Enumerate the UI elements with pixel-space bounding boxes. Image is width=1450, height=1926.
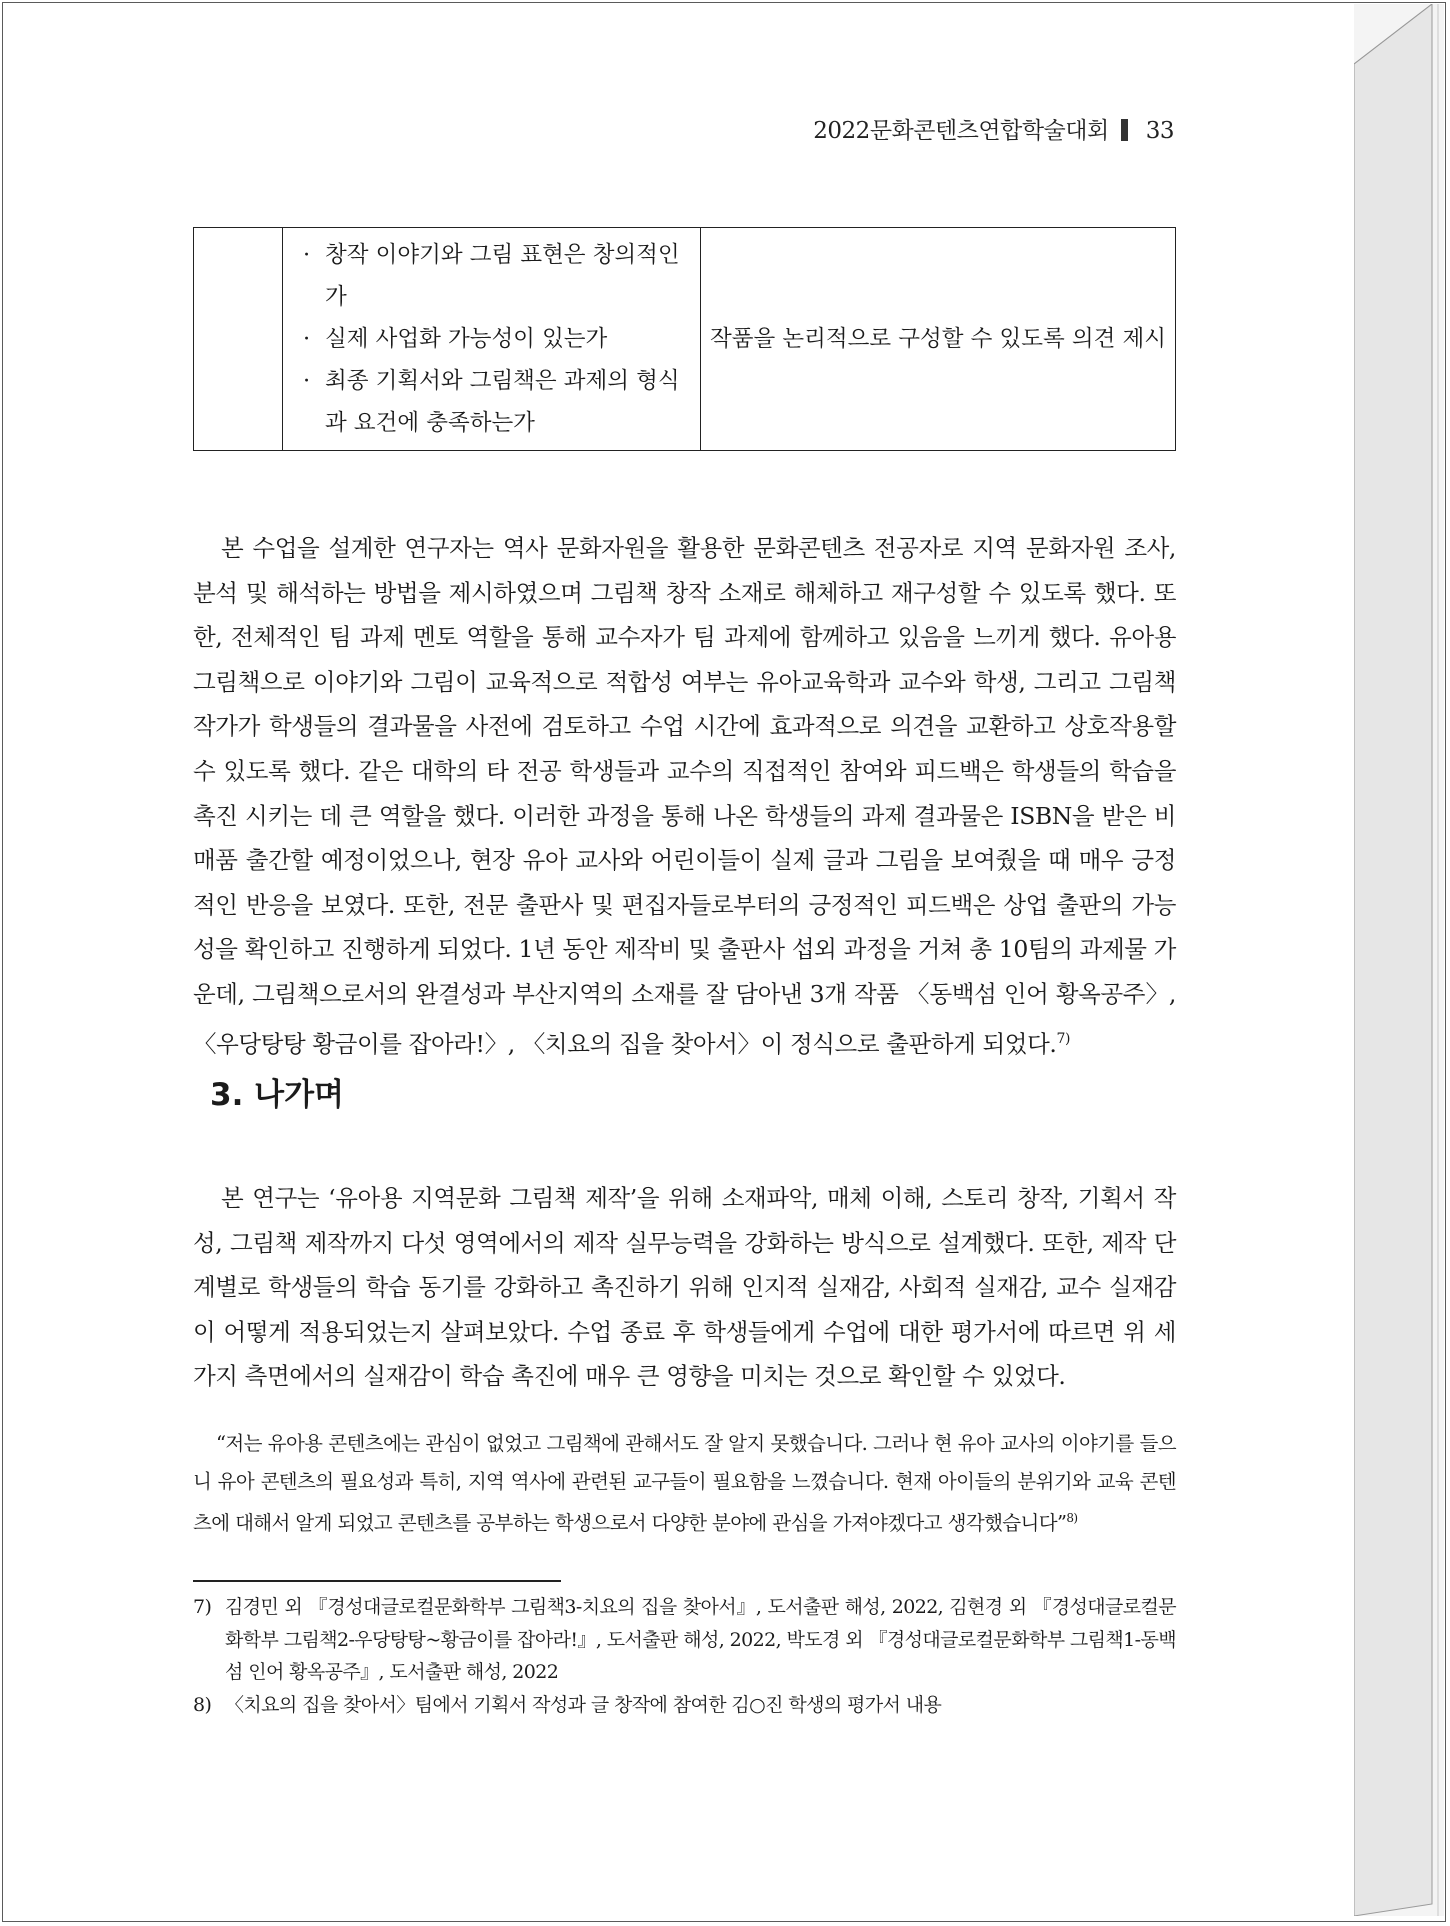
footnote-text: 〈치요의 집을 찾아서〉팀에서 기획서 작성과 글 창작에 참여한 김○진 학생의 평가서 내용 (225, 1693, 942, 1716)
criteria-item: · 실제 사업화 가능성이 있는가 (295, 318, 688, 360)
footnote-divider (193, 1580, 561, 1582)
criteria-item: · 창작 이야기와 그림 표현은 창의적인가 (295, 234, 688, 318)
footnotes (193, 1591, 1176, 1721)
footnote-item (193, 1689, 1176, 1722)
paragraph-text: 본 수업을 설계한 연구자는 역사 문화자원을 활용한 문화콘텐츠 전공자로 지역 문화자원 조사, 분석 및 해석하는 방법을 제시하였으며 그림책 창작 소재로 해체하고 재구성할 수 있도록 했다. 또한, 전체적인 팀 과제 멘토 역할을 통해 교수자가 팀 과제에 함께하고 있음을 느끼게 했다. 유아용 그림책으로 이야기와 그림이 교육적으로 적합성 여부는 유아교육학과 교수와 학생, 그리고 그림책 작가가 학생들의 결과물을 사전에 검토하고 수업 시간에 효과적으로 의견을 교환하고 상호작용할 수 있도록 했다. 같은 대학의 타 전공 학생들과 교수의 직접적인 참여와 피드백은 학생들의 학습을 촉진 시키는 데 큰 역할을 했다. 이러한 과정을 통해 나온 학생들의 과제 결과물은 ISBN을 받은 비매품 출간할 예정이었으나, 현장 유아 교사와 어린이들이 실제 글과 그림을 보여줬을 때 매우 긍정적인 반응을 보였다. 또한, 전문 출판사 및 편집자들로부터의 긍정적인 피드백은 상업 출판의 가능성을 확인하고 진행하게 되었다. 1년 동안 제작비 및 출판사 섭외 과정을 거쳐 총 10팀의 과제물 가운데, 그림책으로서의 완결성과 부산지역의 소재를 잘 담아낸 3개 작품 〈동백섬 인어 황옥공주〉, 〈우당탕탕 황금이를 잡아라!〉, 〈치요의 집을 찾아서〉이 정식으로 출판하게 되었다. (193, 534, 1176, 1058)
page-number: 33 (1145, 118, 1174, 144)
footnote-item (193, 1591, 1176, 1689)
footnote-number: 8) (193, 1693, 212, 1716)
document-page (4, 4, 1355, 1916)
body-paragraph-2 (193, 1176, 1176, 1399)
header-separator-bar (1121, 119, 1128, 141)
evaluation-table (193, 227, 1176, 451)
paragraph-text: 본 연구는 ‘유아용 지역문화 그림책 제작’을 위해 소재파악, 매체 이해, 스토리 창작, 기획서 작성, 그림책 제작까지 다섯 영역에서의 제작 실무능력을 강화하는 방식으로 설계했다. 또한, 제작 단계별로 학생들의 학습 동기를 강화하고 촉진하기 위해 인지적 실재감, 사회적 실재감, 교수 실재감이 어떻게 적용되었는지 살펴보았다. 수업 종료 후 학생들에게 수업에 대한 평가서에 따르면 위 세 가지 측면에서의 실재감이 학습 촉진에 매우 큰 영향을 미치는 것으로 확인할 수 있었다. (193, 1184, 1176, 1391)
body-paragraph-1 (193, 526, 1176, 1066)
page-stack-edge (1354, 4, 1444, 1916)
table-row (194, 228, 1176, 451)
table-cell-opinion: 작품을 논리적으로 구성할 수 있도록 의견 제시 (701, 228, 1176, 451)
running-header (4, 112, 1174, 145)
footnote-ref: 7) (1056, 1030, 1071, 1047)
header-title: 2022문화콘텐츠연합학술대회 (813, 118, 1109, 144)
quote-text: “저는 유아용 콘텐츠에는 관심이 없었고 그림책에 관해서도 잘 알지 못했습니다. 그러나 현 유아 교사의 이야기를 들으니 유아 콘텐츠의 필요성과 특히, 지역 역사에 관련된 교구들이 필요함을 느꼈습니다. 현재 아이들의 분위기와 교육 콘텐츠에 대해서 알게 되었고 콘텐츠를 공부하는 학생으로서 다양한 분야에 관심을 가져야겠다고 생각했습니다” (193, 1432, 1176, 1535)
footnote-ref: 8) (1066, 1511, 1078, 1525)
table-cell-empty (194, 228, 283, 451)
footnote-text: 김경민 외 『경성대글로컬문화학부 그림책3-치요의 집을 찾아서』, 도서출판 해성, 2022, 김현경 외 『경성대글로컬문화학부 그림책2-우당탕탕~황금이를 잡아라!』, 도서출판 해성, 2022, 박도경 외 『경성대글로컬문화학부 그림책1-동백섬 인어 황옥공주』, 도서출판 해성, 2022 (225, 1596, 1176, 1683)
section-heading: 3. 나가며 (210, 1077, 344, 1113)
table-cell-criteria (283, 228, 701, 451)
footnote-number: 7) (193, 1596, 212, 1618)
student-quote (193, 1425, 1176, 1542)
criteria-item: · 최종 기획서와 그림책은 과제의 형식과 요건에 충족하는가 (295, 360, 688, 444)
